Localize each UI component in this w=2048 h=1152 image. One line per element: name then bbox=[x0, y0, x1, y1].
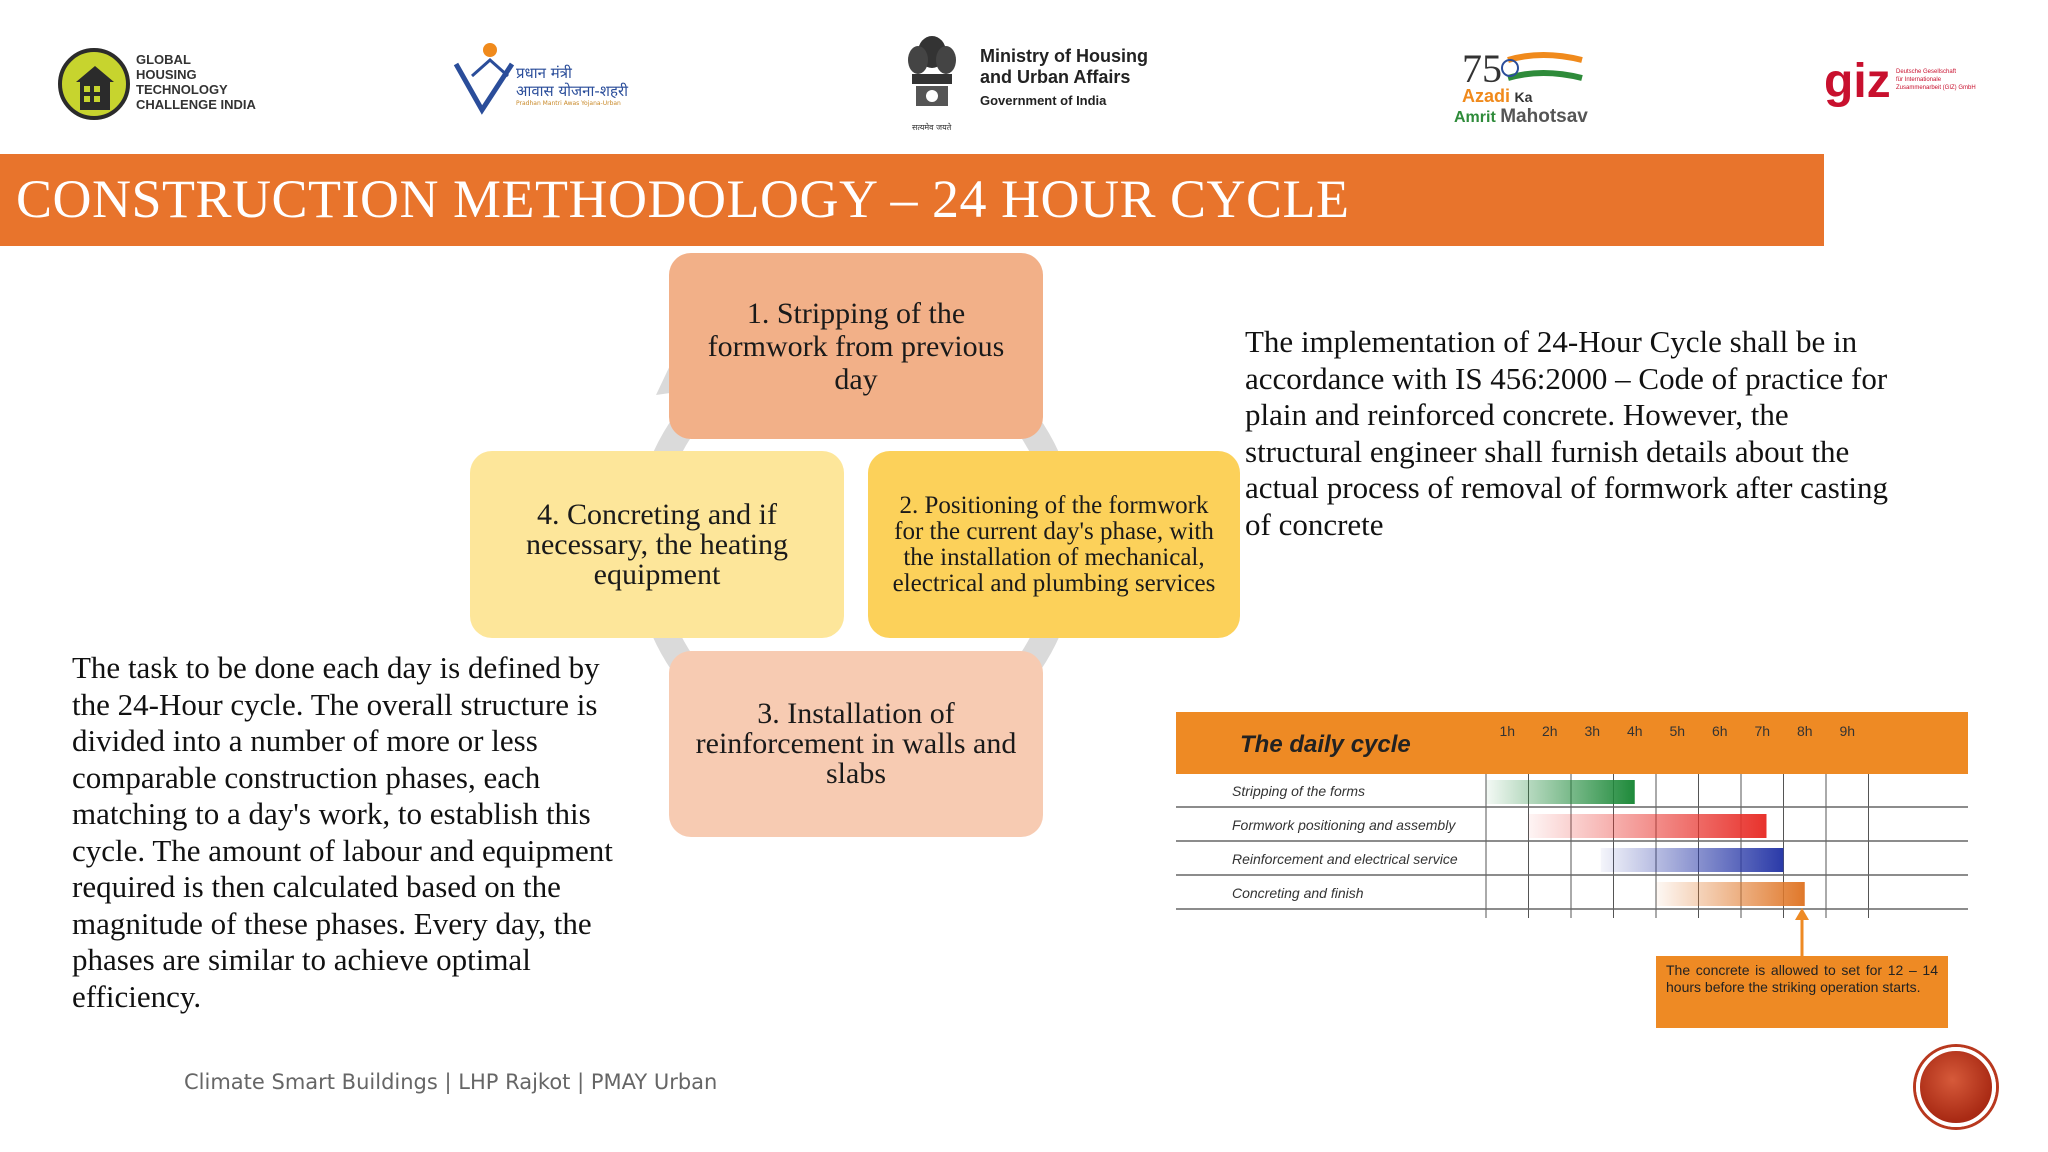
azadi-ka: Ka bbox=[1514, 89, 1533, 105]
daily-task-paragraph: The task to be done each day is defined by the 24-Hour cycle. The overall structure is divided into a number of more or less comparable construction phases, each matching to a day's work, to establish this cycle. The amount of labour and equipment required is then calculated based on the magnitude of these phases. Every day, the phases are similar to achieve optimal efficiency. bbox=[72, 650, 613, 1014]
hour-tick-label: 9h bbox=[1839, 723, 1856, 739]
azadi-amrit: Amrit bbox=[1454, 109, 1496, 126]
giz-wordmark: giz bbox=[1824, 55, 1891, 108]
giz-sub-line: Deutsche Gesellschaft bbox=[1896, 69, 1957, 75]
hour-tick-label: 3h bbox=[1584, 723, 1601, 739]
ghtc-logo bbox=[56, 44, 256, 124]
ghtc-line: CHALLENGE INDIA bbox=[136, 97, 256, 112]
cycle-step-4 bbox=[470, 451, 844, 638]
hour-tick-label: 8h bbox=[1796, 723, 1813, 739]
task-label: Concreting and finish bbox=[1232, 885, 1364, 901]
pmay-hindi-line2: आवास योजना-शहरी bbox=[516, 82, 628, 100]
page-badge-icon bbox=[1916, 1047, 1996, 1127]
task-label: Reinforcement and electrical service bbox=[1232, 851, 1458, 867]
task-bar bbox=[1529, 814, 1767, 838]
hour-tick-label: 7h bbox=[1754, 723, 1771, 739]
hour-tick-label: 4h bbox=[1626, 723, 1643, 739]
cycle-step-3 bbox=[669, 651, 1043, 837]
implementation-paragraph: The implementation of 24-Hour Cycle shall be in accordance with IS 456:2000 – Code of practice for plain and reinforced concrete. However, the structural engineer shall furnish details about the actual process of removal of formwork after casting of concrete bbox=[1245, 324, 1888, 542]
task-bar bbox=[1601, 848, 1784, 872]
mohua-line3: Government of India bbox=[980, 93, 1107, 108]
ghtc-line: HOUSING bbox=[136, 67, 197, 82]
azadi-flag-icon bbox=[1462, 48, 1592, 88]
mohua-line1: Ministry of Housing bbox=[980, 46, 1148, 66]
svg-text:75: 75 bbox=[1462, 48, 1502, 88]
giz-sub-line: Zusammenarbeit (GIZ) GmbH bbox=[1896, 85, 1976, 91]
giz-sub-line: für Internationale bbox=[1896, 77, 1942, 83]
giz-logo bbox=[1824, 56, 2024, 116]
ghtc-line: TECHNOLOGY bbox=[136, 82, 228, 97]
footer-text: Climate Smart Buildings | LHP Rajkot | PMAY Urban bbox=[184, 1070, 718, 1094]
daily-cycle-title: The daily cycle bbox=[1240, 731, 1411, 758]
azadi-logo bbox=[1454, 48, 1624, 128]
note-arrow-head bbox=[1795, 908, 1809, 920]
cycle-step-4-text: 4. Concreting and if necessary, the heating equipment bbox=[525, 497, 789, 591]
cycle-step-1-text: 1. Stripping of the formwork from previous day bbox=[707, 296, 1005, 396]
cycle-step-3-text: 3. Installation of reinforcement in walls and slabs bbox=[695, 697, 1017, 790]
cycle-step-2 bbox=[868, 451, 1240, 638]
page-title: CONSTRUCTION METHODOLOGY – 24 HOUR CYCLE bbox=[16, 169, 1350, 229]
hour-tick-label: 6h bbox=[1711, 723, 1728, 739]
pmay-logo bbox=[452, 40, 652, 124]
pmay-house-icon bbox=[452, 40, 522, 120]
task-label: Formwork positioning and assembly bbox=[1232, 817, 1456, 833]
ghtc-emblem-icon bbox=[56, 46, 136, 126]
daily-cycle-chart bbox=[1176, 712, 1968, 1032]
task-bar bbox=[1486, 780, 1635, 804]
hour-tick-label: 2h bbox=[1541, 723, 1558, 739]
azadi-mahotsav: Mahotsav bbox=[1500, 106, 1588, 127]
cycle-step-1 bbox=[669, 253, 1043, 439]
mohua-logo bbox=[900, 30, 1160, 138]
task-bar bbox=[1656, 882, 1805, 906]
pmay-english-line: Pradhan Mantri Awas Yojana-Urban bbox=[516, 100, 621, 107]
national-emblem-icon bbox=[900, 30, 964, 130]
hour-tick-label: 5h bbox=[1669, 723, 1686, 739]
hour-tick-label: 1h bbox=[1499, 723, 1516, 739]
cycle-step-2-text: 2. Positioning of the formwork for the current day's phase, with the installation of mechanical, electrical and plumbing services bbox=[892, 491, 1216, 597]
mohua-line2: and Urban Affairs bbox=[980, 67, 1131, 87]
emblem-motto: सत्यमेव जयते bbox=[912, 123, 952, 132]
pmay-hindi-line1: प्रधान मंत्री bbox=[516, 64, 572, 82]
concrete-note: The concrete is allowed to set for 12 – 14 hours before the striking operation starts. bbox=[1666, 962, 1938, 995]
ghtc-line: GLOBAL bbox=[136, 52, 191, 67]
task-label: Stripping of the forms bbox=[1232, 783, 1366, 799]
azadi-word: Azadi bbox=[1462, 86, 1511, 106]
